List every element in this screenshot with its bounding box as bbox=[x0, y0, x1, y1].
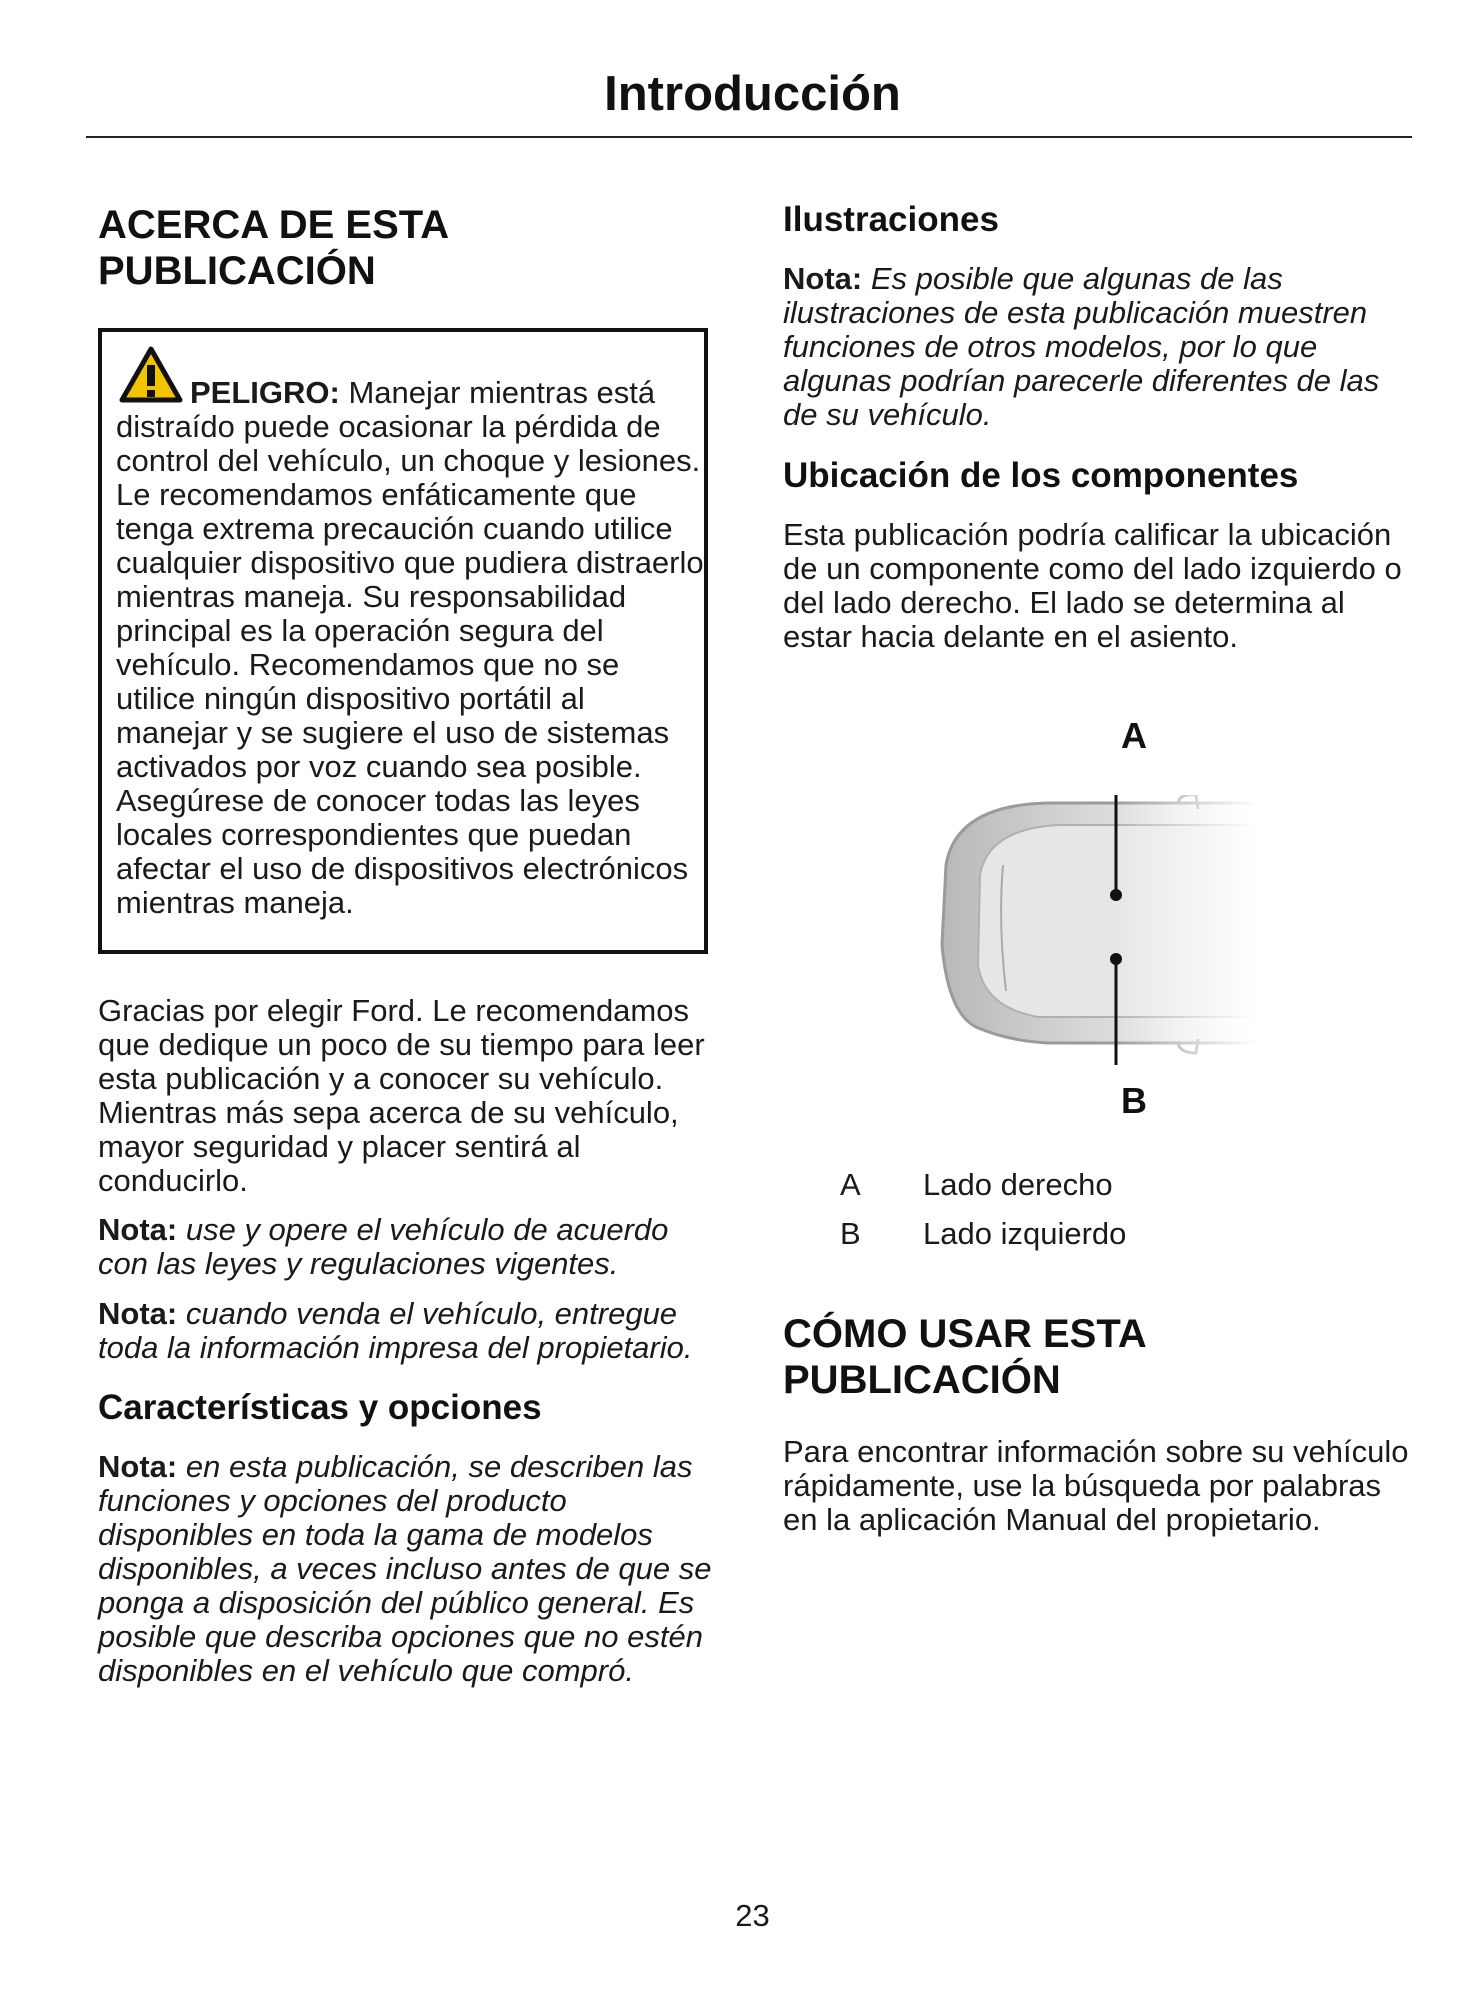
warning-text-block bbox=[116, 376, 704, 920]
section-title-features: Características y opciones bbox=[98, 1388, 542, 1427]
note-label: Nota: bbox=[98, 1296, 178, 1331]
figure-label-b: B bbox=[1121, 1080, 1147, 1121]
legend-key: B bbox=[840, 1216, 861, 1251]
section-title-components: Ubicación de los componentes bbox=[783, 456, 1299, 495]
note-text: cuando venda el vehículo, entregue toda la información impresa del propietario. bbox=[98, 1296, 693, 1365]
note-laws bbox=[98, 1213, 726, 1281]
car-top-view-illustration bbox=[928, 795, 1258, 1125]
note-features bbox=[98, 1450, 726, 1688]
vehicle-sides-figure bbox=[928, 705, 1258, 1125]
warning-text: Manejar mientras está distraído puede ocasionar la pérdida de control del vehículo, un choque y lesiones. Le recomendamos enfáticamente que tenga extrema precaución cuando utilice cualquier dispositivo que pudiera distraerlo mientras maneja. Su responsabilidad principal es la operación segura del vehículo. Recomendamos que no se utilice ningún dispositivo portátil al manejar y se sugiere el uso de sistemas activados por voz cuando sea posible. Asegúrese de conocer todas las leyes locales correspondientes que puedan afectar el uso de dispositivos electrónicos mientras maneja. bbox=[116, 375, 704, 920]
note-sale bbox=[98, 1297, 726, 1365]
intro-paragraph: Gracias por elegir Ford. Le recomendamos que dedique un poco de su tiempo para leer esta publicación y a conocer su vehículo. Mientras más sepa acerca de su vehículo, mayor seguridad y placer sentirá al conducirlo. bbox=[98, 993, 705, 1198]
header-divider bbox=[86, 136, 1412, 138]
note-label: Nota: bbox=[98, 1449, 178, 1484]
note-illustrations bbox=[783, 262, 1413, 432]
figure-label-a: A bbox=[1121, 715, 1147, 756]
note-label: Nota: bbox=[98, 1212, 178, 1247]
page-number: 23 bbox=[735, 1898, 770, 1933]
legend-value: Lado izquierdo bbox=[923, 1216, 1127, 1251]
legend-value: Lado derecho bbox=[923, 1167, 1113, 1202]
note-label: Nota: bbox=[783, 261, 863, 296]
section-title-illustrations: Ilustraciones bbox=[783, 200, 999, 239]
warning-label: PELIGRO: bbox=[190, 375, 340, 410]
howto-paragraph: Para encontrar información sobre su vehículo rápidamente, use la búsqueda por palabras en la aplicación Manual del propietario. bbox=[783, 1434, 1409, 1537]
note-text: use y opere el vehículo de acuerdo con las leyes y regulaciones vigentes. bbox=[98, 1212, 669, 1281]
section-title-about: ACERCA DE ESTA PUBLICACIÓN bbox=[98, 203, 448, 293]
note-text: Es posible que algunas de las ilustraciones de esta publicación muestren funciones de otros modelos, por lo que algunas podrían parecerle diferentes de las de su vehículo. bbox=[783, 261, 1380, 432]
section-title-howto: CÓMO USAR ESTA PUBLICACIÓN bbox=[783, 1312, 1146, 1402]
note-text: en esta publicación, se describen las funciones y opciones del producto disponibles en toda la gama de modelos disponibles, a veces incluso antes de que se ponga a disposición del público general. Es posible que describa opciones que no estén disponibles en el vehículo que compró. bbox=[98, 1449, 712, 1688]
components-paragraph: Esta publicación podría calificar la ubicación de un componente como del lado izquierdo o del lado derecho. El lado se determina al estar hacia delante en el asiento. bbox=[783, 517, 1402, 654]
warning-box bbox=[98, 328, 708, 954]
legend-key: A bbox=[840, 1167, 861, 1202]
page-title: Introducción bbox=[604, 67, 901, 121]
